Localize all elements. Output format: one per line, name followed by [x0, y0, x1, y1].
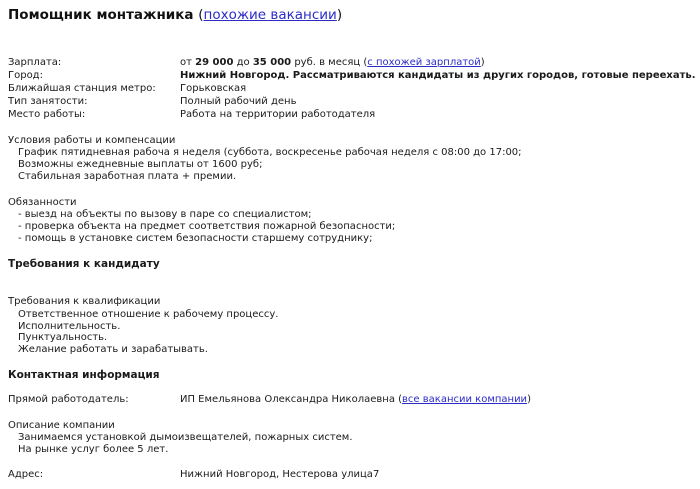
employment-value: Полный рабочий день	[180, 96, 297, 107]
all-company-vacancies-link[interactable]: все вакансии компании	[402, 394, 528, 405]
qualification-line: Пунктуальность.	[18, 332, 108, 343]
conditions-line: Стабильная заработная плата + премии.	[18, 171, 237, 182]
city-row	[8, 70, 698, 82]
vacancy-title: Помощник монтажника	[8, 7, 194, 23]
address-row	[8, 469, 698, 481]
employment-row	[8, 96, 698, 108]
conditions-line: Возможны ежедневные выплаты от 1600 руб;	[18, 159, 263, 170]
conditions-line: График пятидневная рабоча я неделя (суббота, воскресенье рабочая неделя с 08:00 до 17:00;	[18, 147, 522, 158]
metro-row	[8, 83, 698, 95]
city-value: Нижний Новгород. Рассматриваются кандидаты из других городов, готовые переехать.	[180, 70, 696, 81]
metro-label: Ближайшая станция метро:	[8, 83, 156, 94]
employer-value	[180, 394, 531, 406]
duties-line: - выезд на объекты по вызову в паре со специалистом;	[18, 209, 312, 220]
company-description-line: Занимаемся установкой дымоизвещателей, пожарных систем.	[18, 432, 353, 443]
requirements-heading: Требования к кандидату	[8, 258, 160, 270]
workplace-row	[8, 109, 698, 121]
city-label: Город:	[8, 70, 43, 81]
salary-label: Зарплата:	[8, 57, 62, 68]
salary-suffix: руб. в месяц (	[294, 57, 368, 68]
salary-prefix: от	[180, 57, 192, 68]
salary-row	[8, 57, 698, 69]
conditions-heading: Условия работы и компенсации	[8, 135, 176, 146]
workplace-label: Место работы:	[8, 109, 86, 120]
employment-label: Тип занятости:	[8, 96, 88, 107]
salary-value	[180, 57, 485, 69]
similar-vacancies-link[interactable]: похожие вакансии	[203, 7, 337, 23]
salary-to: 35 000	[252, 57, 292, 68]
qualification-heading: Требования к квалификации	[8, 296, 161, 307]
employer-label: Прямой работодатель:	[8, 394, 129, 405]
qualification-line: Желание работать и зарабатывать.	[18, 344, 208, 355]
salary-from: 29 000	[195, 57, 234, 68]
qualification-line: Исполнительность.	[18, 321, 121, 332]
duties-line: - проверка объекта на предмет соответствия пожарной безопасности;	[18, 221, 396, 232]
address-value: Нижний Новгород, Нестерова улица7	[180, 469, 380, 480]
qualification-line: Ответственное отношение к рабочему процессу.	[18, 309, 279, 320]
employer-close: )	[527, 394, 531, 405]
employer-name: ИП Емельянова Олександра Николаевна (	[180, 394, 403, 405]
company-description-line: На рынке услуг более 5 лет.	[18, 444, 169, 455]
metro-value: Горьковская	[180, 83, 247, 94]
workplace-value: Работа на территории работодателя	[180, 109, 376, 120]
duties-line: - помощь в установке систем безопасности старшему сотруднику;	[18, 233, 373, 244]
similar-salary-link[interactable]: с похожей зарплатой	[367, 57, 481, 68]
title-open-paren: (	[198, 7, 204, 23]
duties-heading: Обязанности	[8, 197, 77, 208]
salary-close: )	[480, 57, 485, 68]
contacts-heading: Контактная информация	[8, 369, 160, 381]
employer-row	[8, 394, 698, 406]
title-close-paren: )	[336, 7, 343, 23]
company-description-heading: Описание компании	[8, 420, 115, 431]
page-title	[8, 7, 342, 23]
salary-to-word: до	[236, 57, 250, 68]
address-label: Адрес:	[8, 469, 44, 480]
